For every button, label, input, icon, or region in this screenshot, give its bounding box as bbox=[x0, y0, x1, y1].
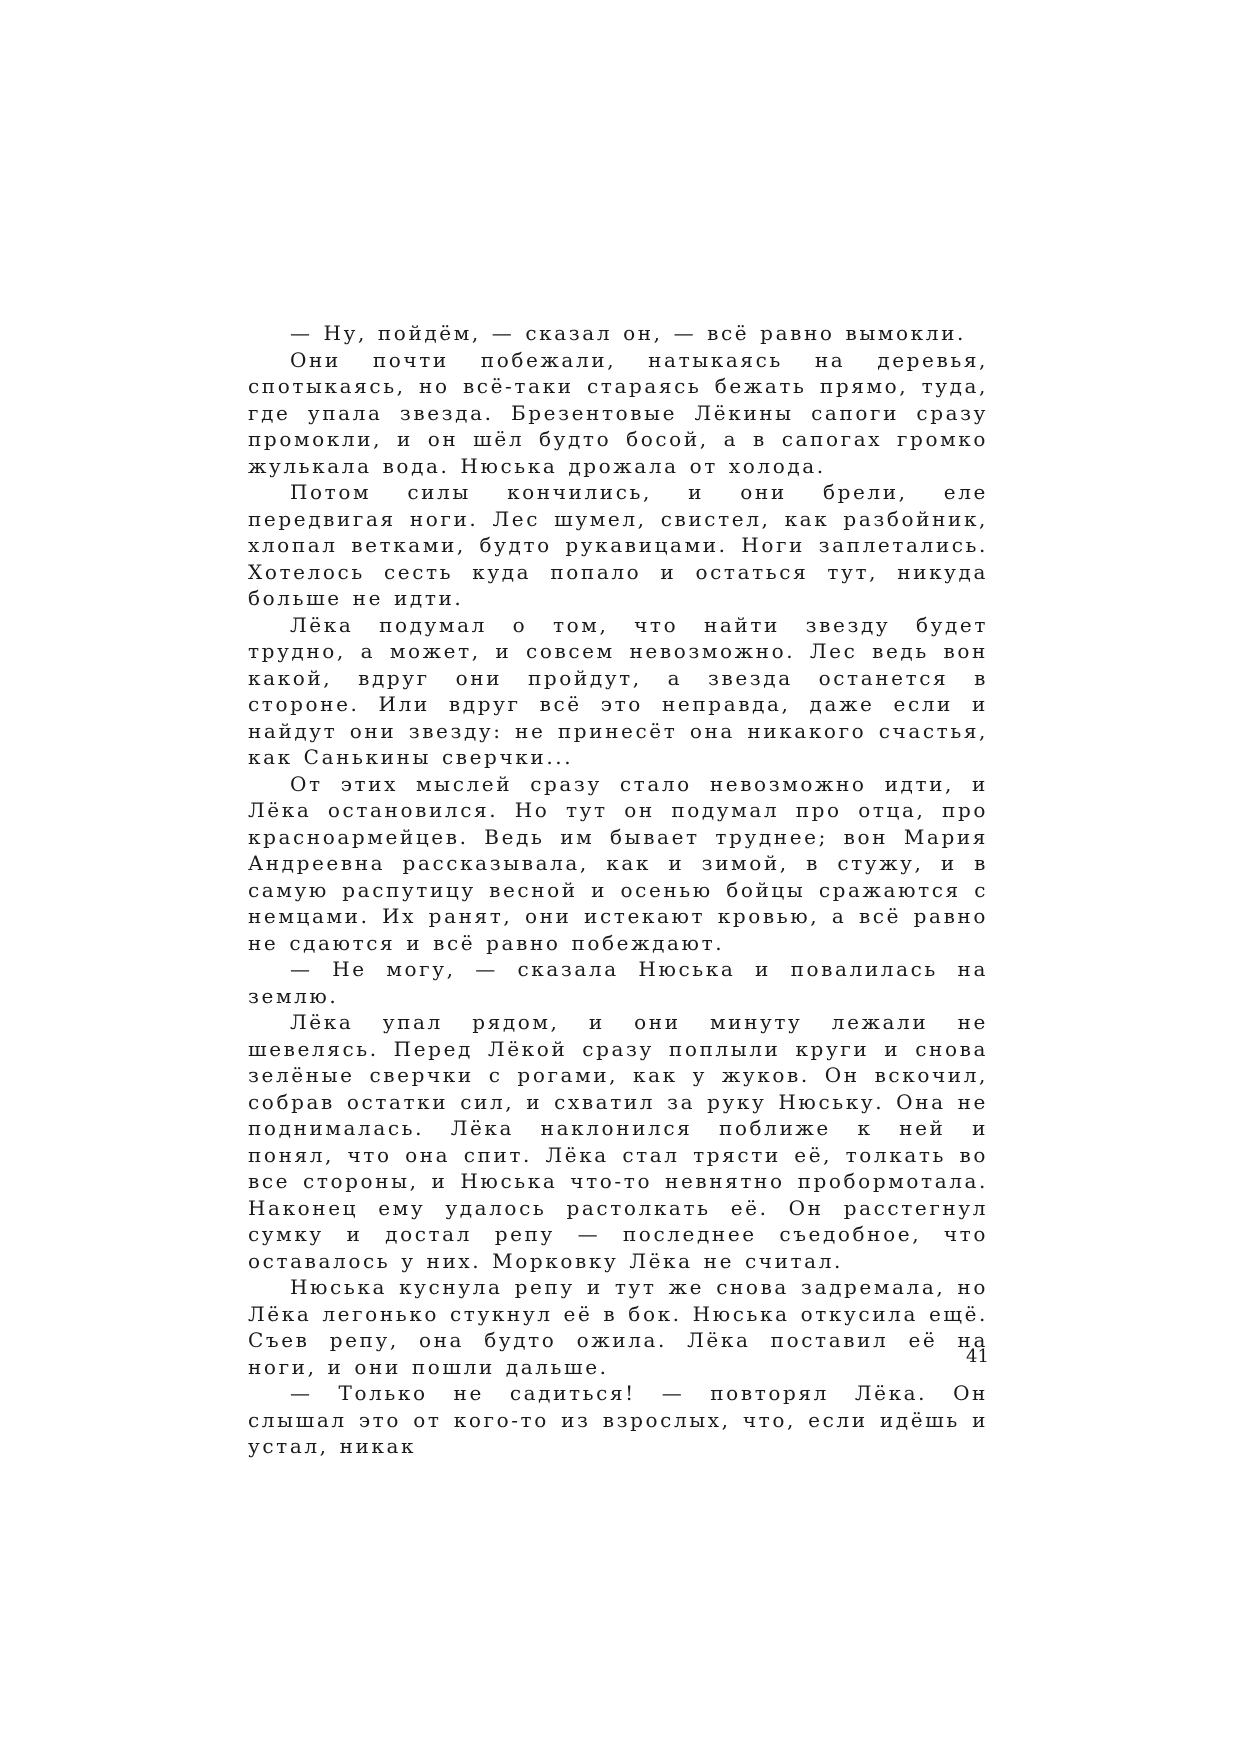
body-text bbox=[248, 320, 988, 1460]
page-number: 41 bbox=[966, 1346, 989, 1367]
paragraph-5: От этих мыслей сразу стало невозможно идти, и Лёка остановился. Но тут он подумал про отца, про красноармейцев. Ведь им бывает труднее; вон Мария Андреевна рассказывала, как и зимой, в стужу, и в самую распутицу весной и осенью бойцы сражаются с немцами. Их ранят, они истекают кровью, а всё равно не сдаются и всё равно побеждают. bbox=[248, 771, 988, 955]
paragraph-1: — Ну, пойдём, — сказал он, — всё равно вымокли. bbox=[290, 321, 966, 345]
paragraph-2: Они почти побежали, натыкаясь на деревья, спотыкаясь, но всё-таки стараясь бежать прямо, туда, где упала звезда. Брезентовые Лёкины сапоги сразу промокли, и он шёл будто босой, а в сапогах громко жулькала вода. Нюська дрожала от холода. bbox=[248, 347, 988, 478]
paragraph-7: Лёка упал рядом, и они минуту лежали не шевелясь. Перед Лёкой сразу поплыли круги и снова зелёные сверчки с рогами, как у жуков. Он вскочил, собрав остатки сил, и схватил за руку Нюську. Она не поднималась. Лёка наклонился поближе к ней и понял, что она спит. Лёка стал трясти её, толкать во все стороны, и Нюська что-то невнятно пробормотала. Наконец ему удалось растолкать её. Он расстегнул сумку и достал репу — последнее съедобное, что оставалось у них. Морковку Лёка не считал. bbox=[248, 1010, 988, 1273]
paragraph-6: — Не могу, — сказала Нюська и повалилась на землю. bbox=[248, 957, 988, 1008]
paragraph-9: — Только не садиться! — повторял Лёка. Он слышал это от кого-то из взрослых, что, если идёшь и устал, никак bbox=[248, 1381, 988, 1458]
paragraph-8: Нюська куснула репу и тут же снова задремала, но Лёка легонько стукнул её в бок. Нюська откусила ещё. Съев репу, она будто ожила. Лёка поставил её на ноги, и они пошли дальше. bbox=[248, 1275, 988, 1379]
paragraph-4: Лёка подумал о том, что найти звезду будет трудно, а может, и совсем невозможно. Лес ведь вон какой, вдруг они пройдут, а звезда останется в стороне. Или вдруг всё это неправда, даже если и найдут они звезду: не принесёт она никакого счастья, как Санькины сверчки... bbox=[248, 612, 988, 769]
paragraph-3: Потом силы кончились, и они брели, еле передвигая ноги. Лес шумел, свистел, как разбойник, хлопал ветками, будто рукавицами. Ноги заплетались. Хотелось сесть куда попало и остаться тут, никуда больше не идти. bbox=[248, 480, 988, 610]
